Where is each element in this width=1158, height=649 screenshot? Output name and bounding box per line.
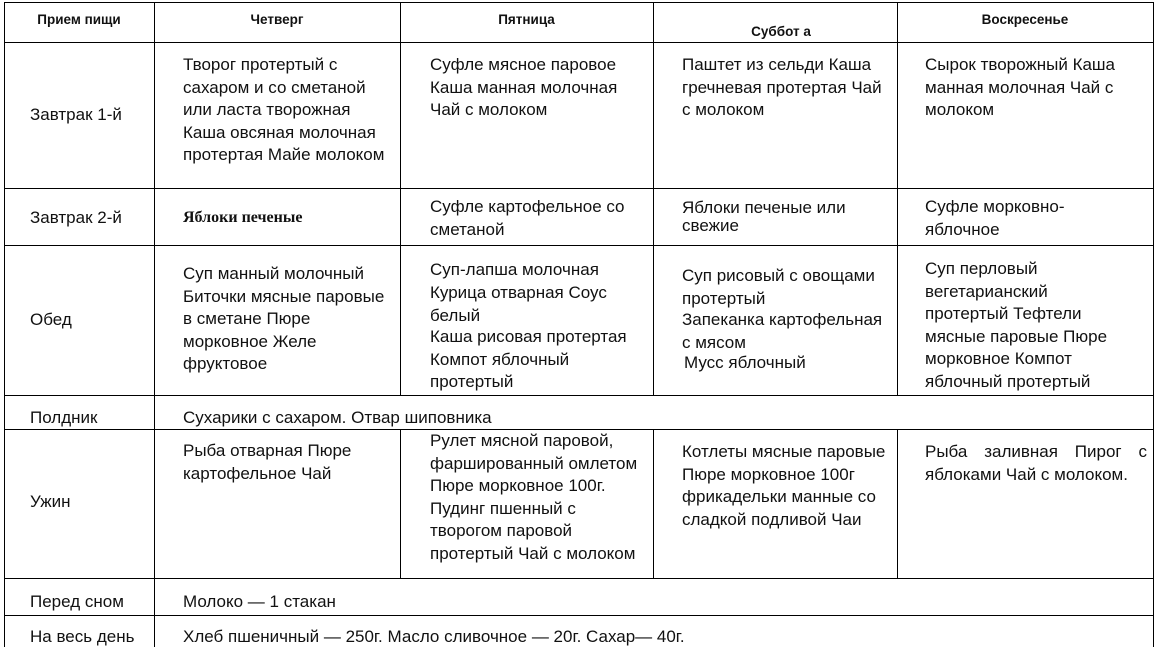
cell-dinner-sunday: Рыба заливная Пирог с яблоками Чай с молоком.: [925, 442, 1147, 484]
row-label-dinner: Ужин: [30, 492, 71, 511]
row-label-snack: Полдник: [30, 408, 98, 427]
column-border: [154, 2, 155, 647]
cell-breakfast-1-friday: Суфле мясное паровое Каша манная молочная Чай с молоком: [430, 55, 618, 120]
row-label-breakfast-1: Завтрак 1-й: [30, 105, 122, 124]
column-border: [653, 429, 654, 578]
cell-breakfast-1-thursday: Творог протертый с сахаром и со сметаной или ласта творожная Каша овсяная молочная протертая Майе молоком: [183, 55, 385, 165]
table-top-border: [4, 2, 1154, 3]
header-thursday: Четверг: [250, 12, 304, 27]
cell-lunch-saturday-2: Запеканка картофельная с мясом: [682, 310, 883, 352]
row-label-all-day: На весь день: [30, 627, 135, 646]
header-sunday: Воскресенье: [981, 12, 1069, 27]
row-label-lunch: Обед: [30, 310, 72, 329]
header-saturday: Суббот а: [751, 24, 811, 39]
row-border: [4, 245, 1154, 246]
cell-dinner-saturday: Котлеты мясные паровые Пюре морковное 100г фрикадельки манные со сладкой подливой Чаи: [682, 442, 886, 529]
row-border: [4, 395, 1154, 396]
column-border: [400, 2, 401, 395]
cell-all-day-all: Хлеб пшеничный — 250г. Масло сливочное — 20г. Сахар— 40г.: [183, 627, 685, 646]
column-border: [897, 2, 898, 395]
cell-dinner-thursday: Рыба отварная Пюре картофельное Чай: [183, 441, 352, 483]
cell-breakfast-1-sunday: Сырок творожный Каша манная молочная Чай с молоком: [925, 55, 1116, 120]
cell-breakfast-2-sunday: Суфле морковно-яблочное: [925, 197, 1065, 239]
cell-breakfast-2-friday: Суфле картофельное со сметаной: [430, 197, 625, 239]
column-border: [897, 429, 898, 578]
table-left-border: [4, 2, 5, 647]
cell-breakfast-2-saturday: Яблоки печеные или свежие: [682, 198, 846, 235]
cell-lunch-saturday-1: Суп рисовый с овощами протертый: [682, 266, 875, 308]
cell-breakfast-1-saturday: Паштет из сельди Каша гречневая протертая Чай с молоком: [682, 55, 882, 120]
header-bottom-border: [4, 42, 1154, 43]
cell-lunch-sunday: Суп перловый вегетарианский протертый Тефтели мясные паровые Пюре морковное Компот яблочный протертый: [925, 259, 1108, 391]
row-border: [4, 188, 1154, 189]
table-right-border: [1153, 2, 1154, 647]
row-label-bedtime: Перед сном: [30, 592, 124, 611]
cell-lunch-friday-3: Каша рисовая протертая Компот яблочный протертый: [430, 327, 627, 392]
cell-lunch-friday-1: Суп-лапша молочная: [430, 260, 599, 279]
header-meal: Прием пищи: [37, 12, 121, 27]
cell-lunch-saturday-3: Мусс яблочный: [684, 353, 806, 372]
column-border: [400, 429, 401, 578]
cell-lunch-friday-2: Курица отварная Соус белый: [430, 283, 607, 325]
cell-snack-all: Сухарики с сахаром. Отвар шиповника: [183, 408, 492, 427]
header-friday: Пятница: [498, 12, 555, 27]
row-border: [4, 615, 1154, 616]
cell-bedtime-all: Молоко — 1 стакан: [183, 592, 336, 611]
cell-dinner-friday: Рулет мясной паровой, фаршированный омлетом Пюре морковное 100г. Пудинг пшенный с творогом паровой протертый Чай с молоком: [430, 431, 638, 563]
row-label-breakfast-2: Завтрак 2-й: [30, 208, 122, 227]
column-border: [653, 2, 654, 395]
row-border: [4, 578, 1154, 579]
cell-breakfast-2-thursday: Яблоки печеные: [183, 209, 303, 226]
cell-lunch-thursday: Суп манный молочный Биточки мясные паровые в сметане Пюре морковное Желе фруктовое: [183, 264, 385, 374]
